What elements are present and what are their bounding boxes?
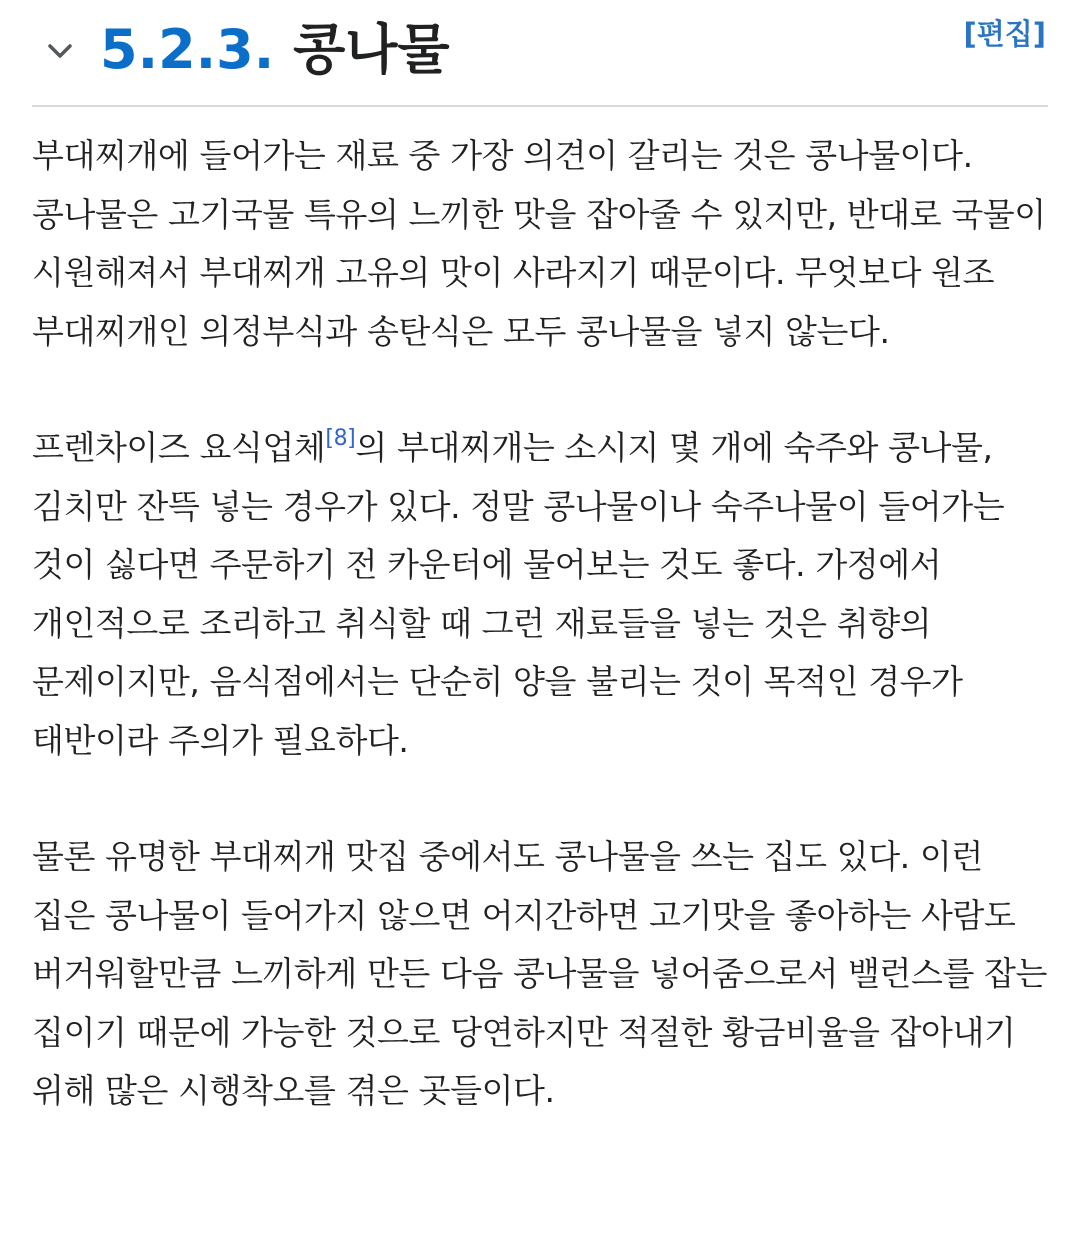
section-number: 5.2.3. [100,18,275,81]
section-content [32,107,1048,1121]
paragraph-2-text-after: 의 부대찌개는 소시지 몇 개에 숙주와 콩나물, 김치만 잔뜩 넣는 경우가 있다. 정말 콩나물이나 숙주나물이 들어가는 것이 싫다면 주문하기 전 카운터에 물어보는 것도 좋다. 가정에서 개인적으로 조리하고 취식할 때 그런 재료들을 넣는 것은 취향의 문제이지만, 음식점에서는 단순히 양을 불리는 것이 목적인 경우가 태반이라 주의가 필요하다. [32,428,1005,760]
edit-link[interactable]: 편집 [976,17,1033,51]
paragraph-2 [32,419,1048,770]
section-title-text: 콩나물 [293,18,450,81]
edit-bracket-close: ] [1032,17,1046,51]
chevron-down-icon[interactable] [42,34,78,70]
paragraph-1: 부대찌개에 들어가는 재료 중 가장 의견이 갈리는 것은 콩나물이다. 콩나물은 고기국물 특유의 느끼한 맛을 잡아줄 수 있지만, 반대로 국물이 시원해져서 부대찌개 고유의 맛이 사라지기 때문이다. 무엇보다 원조 부대찌개인 의정부식과 송탄식은 모두 콩나물을 넣지 않는다. [32,136,1046,351]
edit-bracket-open: [ [963,17,977,51]
footnote-reference[interactable]: [8] [325,426,356,451]
paragraph-3: 물론 유명한 부대찌개 맛집 중에서도 콩나물을 쓰는 집도 있다. 이런 집은 콩나물이 들어가지 않으면 어지간하면 고기맛을 좋아하는 사람도 버거워할만큼 느끼하게 만든 다음 콩나물을 넣어줌으로서 밸런스를 잡는 집이기 때문에 가능한 것으로 당연하지만 적절한 황금비율을 잡아내기 위해 많은 시행착오를 겪은 곳들이다. [32,837,1047,1110]
edit-link-wrapper [963,14,1046,54]
paragraph-2-text-before: 프렌차이즈 요식업체 [32,428,326,467]
section-title [100,14,450,86]
section-header [32,0,1048,107]
